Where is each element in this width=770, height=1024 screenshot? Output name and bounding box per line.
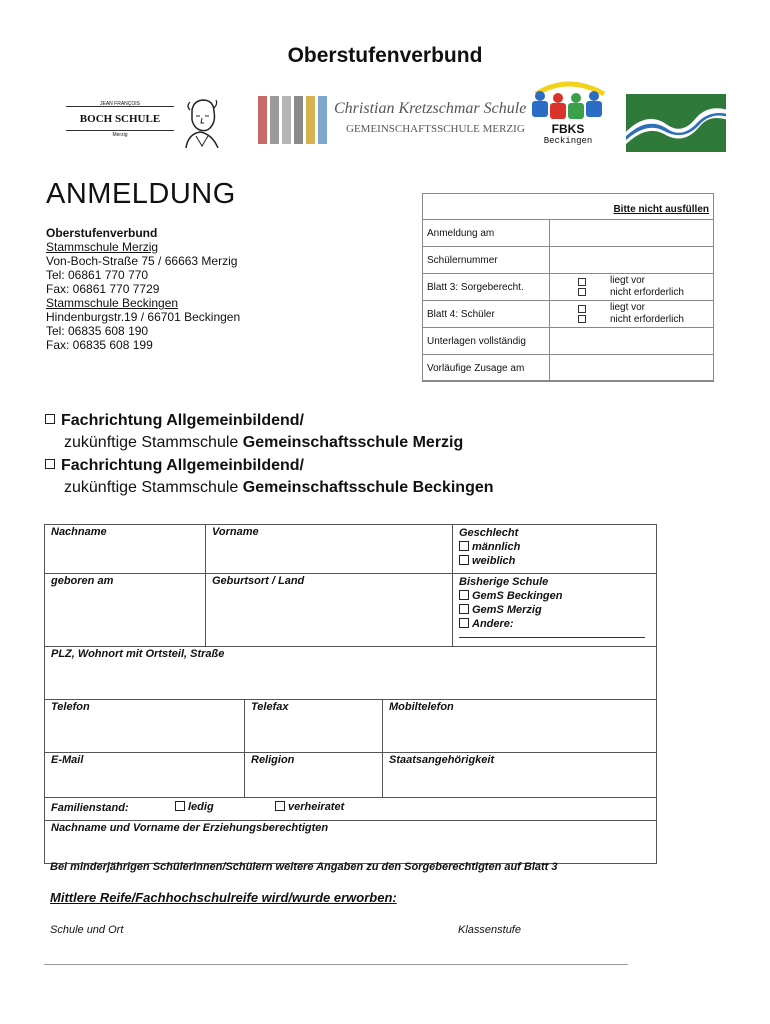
form-row-name [45,525,656,574]
boch-name: BOCH SCHULE [79,113,161,125]
checkbox-gems-merzig[interactable] [459,604,469,614]
erziehungsberechtigte-field[interactable]: Nachname und Vorname der Erziehungsberechtigten [51,822,329,834]
river-logo-icon [626,94,726,152]
checkbox-blatt4-nicht-erforderlich[interactable] [578,315,586,323]
checkbox-beckingen[interactable] [45,459,55,469]
office-row: Blatt 3: Sorgeberecht. liegt vor nicht erforderlich [423,274,713,301]
fbks-place: Beckingen [543,136,593,146]
fbks-logo [526,80,610,152]
telefax-field[interactable]: Telefax [245,700,383,752]
address-street-merzig: Von-Boch-Straße 75 / 66663 Merzig [46,254,238,268]
office-row: Anmeldung am [423,220,713,247]
address-school-beckingen: Stammschule Beckingen [46,296,179,310]
klassenstufe-label: Klassenstufe [458,924,521,936]
form-row-birth [45,574,656,647]
address-fax-beckingen: Fax: 06835 608 199 [46,338,153,352]
office-box-underline [422,380,714,381]
address-tel-merzig: Tel: 06861 770 770 [46,268,149,282]
form-row-familienstand [45,798,656,821]
checkbox-merzig[interactable] [45,414,55,424]
address-tel-beckingen: Tel: 06835 608 190 [46,324,149,338]
office-row: Unterlagen vollständig [423,328,713,355]
office-header: Bitte nicht ausfüllen [423,194,713,220]
office-row: Blatt 4: Schüler liegt vor nicht erforderlich [423,301,713,328]
checkbox-maennlich[interactable] [459,541,469,551]
boch-place: Merzig [112,132,128,138]
schule-ort-input-line[interactable] [44,964,628,965]
school-choice-beckingen: Fachrichtung Allgemeinbildend/ zukünftige Stammschule Gemeinschaftsschule Beckingen [45,455,494,499]
fbks-name: FBKS [551,122,585,136]
vorname-field[interactable]: Vorname [206,525,453,573]
geschlecht-field: Geschlecht männlich weiblich [459,527,521,567]
familienstand-field: Familienstand: ledig verheiratet [51,801,345,814]
checkbox-blatt4-liegt-vor[interactable] [578,305,586,313]
checkbox-gems-beckingen[interactable] [459,590,469,600]
schule-und-ort-label: Schule und Ort [50,924,124,936]
address-block [46,226,240,352]
address-street-beckingen: Hindenburgstr.19 / 66701 Beckingen [46,310,241,324]
children-figures-icon [526,80,610,122]
form-heading: ANMELDUNG [46,178,236,210]
office-value-field[interactable] [550,328,713,354]
personal-data-form [44,524,657,864]
andere-input-line[interactable] [459,637,645,638]
checkbox-ledig[interactable] [175,801,185,811]
form-row-erziehung [45,821,656,863]
checkbox-andere[interactable] [459,618,469,628]
boch-small-text: JEAN FRANÇOIS [99,101,140,107]
mobiltelefon-field[interactable]: Mobiltelefon [389,701,454,713]
mittlere-reife-heading: Mittlere Reife/Fachhochschulreife wird/wurde erworben: [50,890,397,905]
office-value-field[interactable] [550,220,713,246]
wohnort-field[interactable]: PLZ, Wohnort mit Ortsteil, Straße [51,648,225,660]
kretzschmar-name: Christian Kretzschmar Schule [334,100,527,117]
guardian-note: Bei minderjährigen Schülerinnen/Schülern weitere Angaben zu den Sorgeberechtigten auf Blatt 3 [50,861,558,873]
form-row-address [45,647,656,700]
address-school-merzig: Stammschule Merzig [46,240,159,254]
checkbox-weiblich[interactable] [459,555,469,565]
office-value-field[interactable] [550,247,713,273]
office-row: Vorläufige Zusage am [423,355,713,381]
school-choice-merzig: Fachrichtung Allgemeinbildend/ zukünftige Stammschule Gemeinschaftsschule Merzig [45,410,463,454]
address-org: Oberstufenverbund [46,226,158,240]
form-row-email [45,753,656,798]
bisherige-schule-field: Bisherige Schule GemS Beckingen GemS Merzig Andere: [453,574,656,646]
checkbox-blatt3-liegt-vor[interactable] [578,278,586,286]
kretzschmar-logo [258,96,527,146]
office-use-box [422,193,714,382]
nachname-field[interactable]: Nachname [45,525,206,573]
office-row: Schülernummer [423,247,713,274]
boch-schule-logo [66,100,226,146]
portrait-icon [178,96,224,148]
staatsangehoerigkeit-field[interactable]: Staatsangehörigkeit [389,754,495,766]
page-title: Oberstufenverbund [287,44,483,67]
geburtsort-field[interactable]: Geburtsort / Land [206,574,453,646]
geboren-am-field[interactable]: geboren am [45,574,206,646]
kretzschmar-subtitle: GEMEINSCHAFTSSCHULE MERZIG [346,123,525,135]
religion-field[interactable]: Religion [245,753,383,797]
logo-row [0,88,770,158]
email-field[interactable]: E-Mail [45,753,245,797]
checkbox-blatt3-nicht-erforderlich[interactable] [578,288,586,296]
checkbox-verheiratet[interactable] [275,801,285,811]
address-fax-merzig: Fax: 06861 770 7729 [46,282,160,296]
office-value-field[interactable] [550,355,713,381]
form-row-phone [45,700,656,753]
telefon-field[interactable]: Telefon [45,700,245,752]
